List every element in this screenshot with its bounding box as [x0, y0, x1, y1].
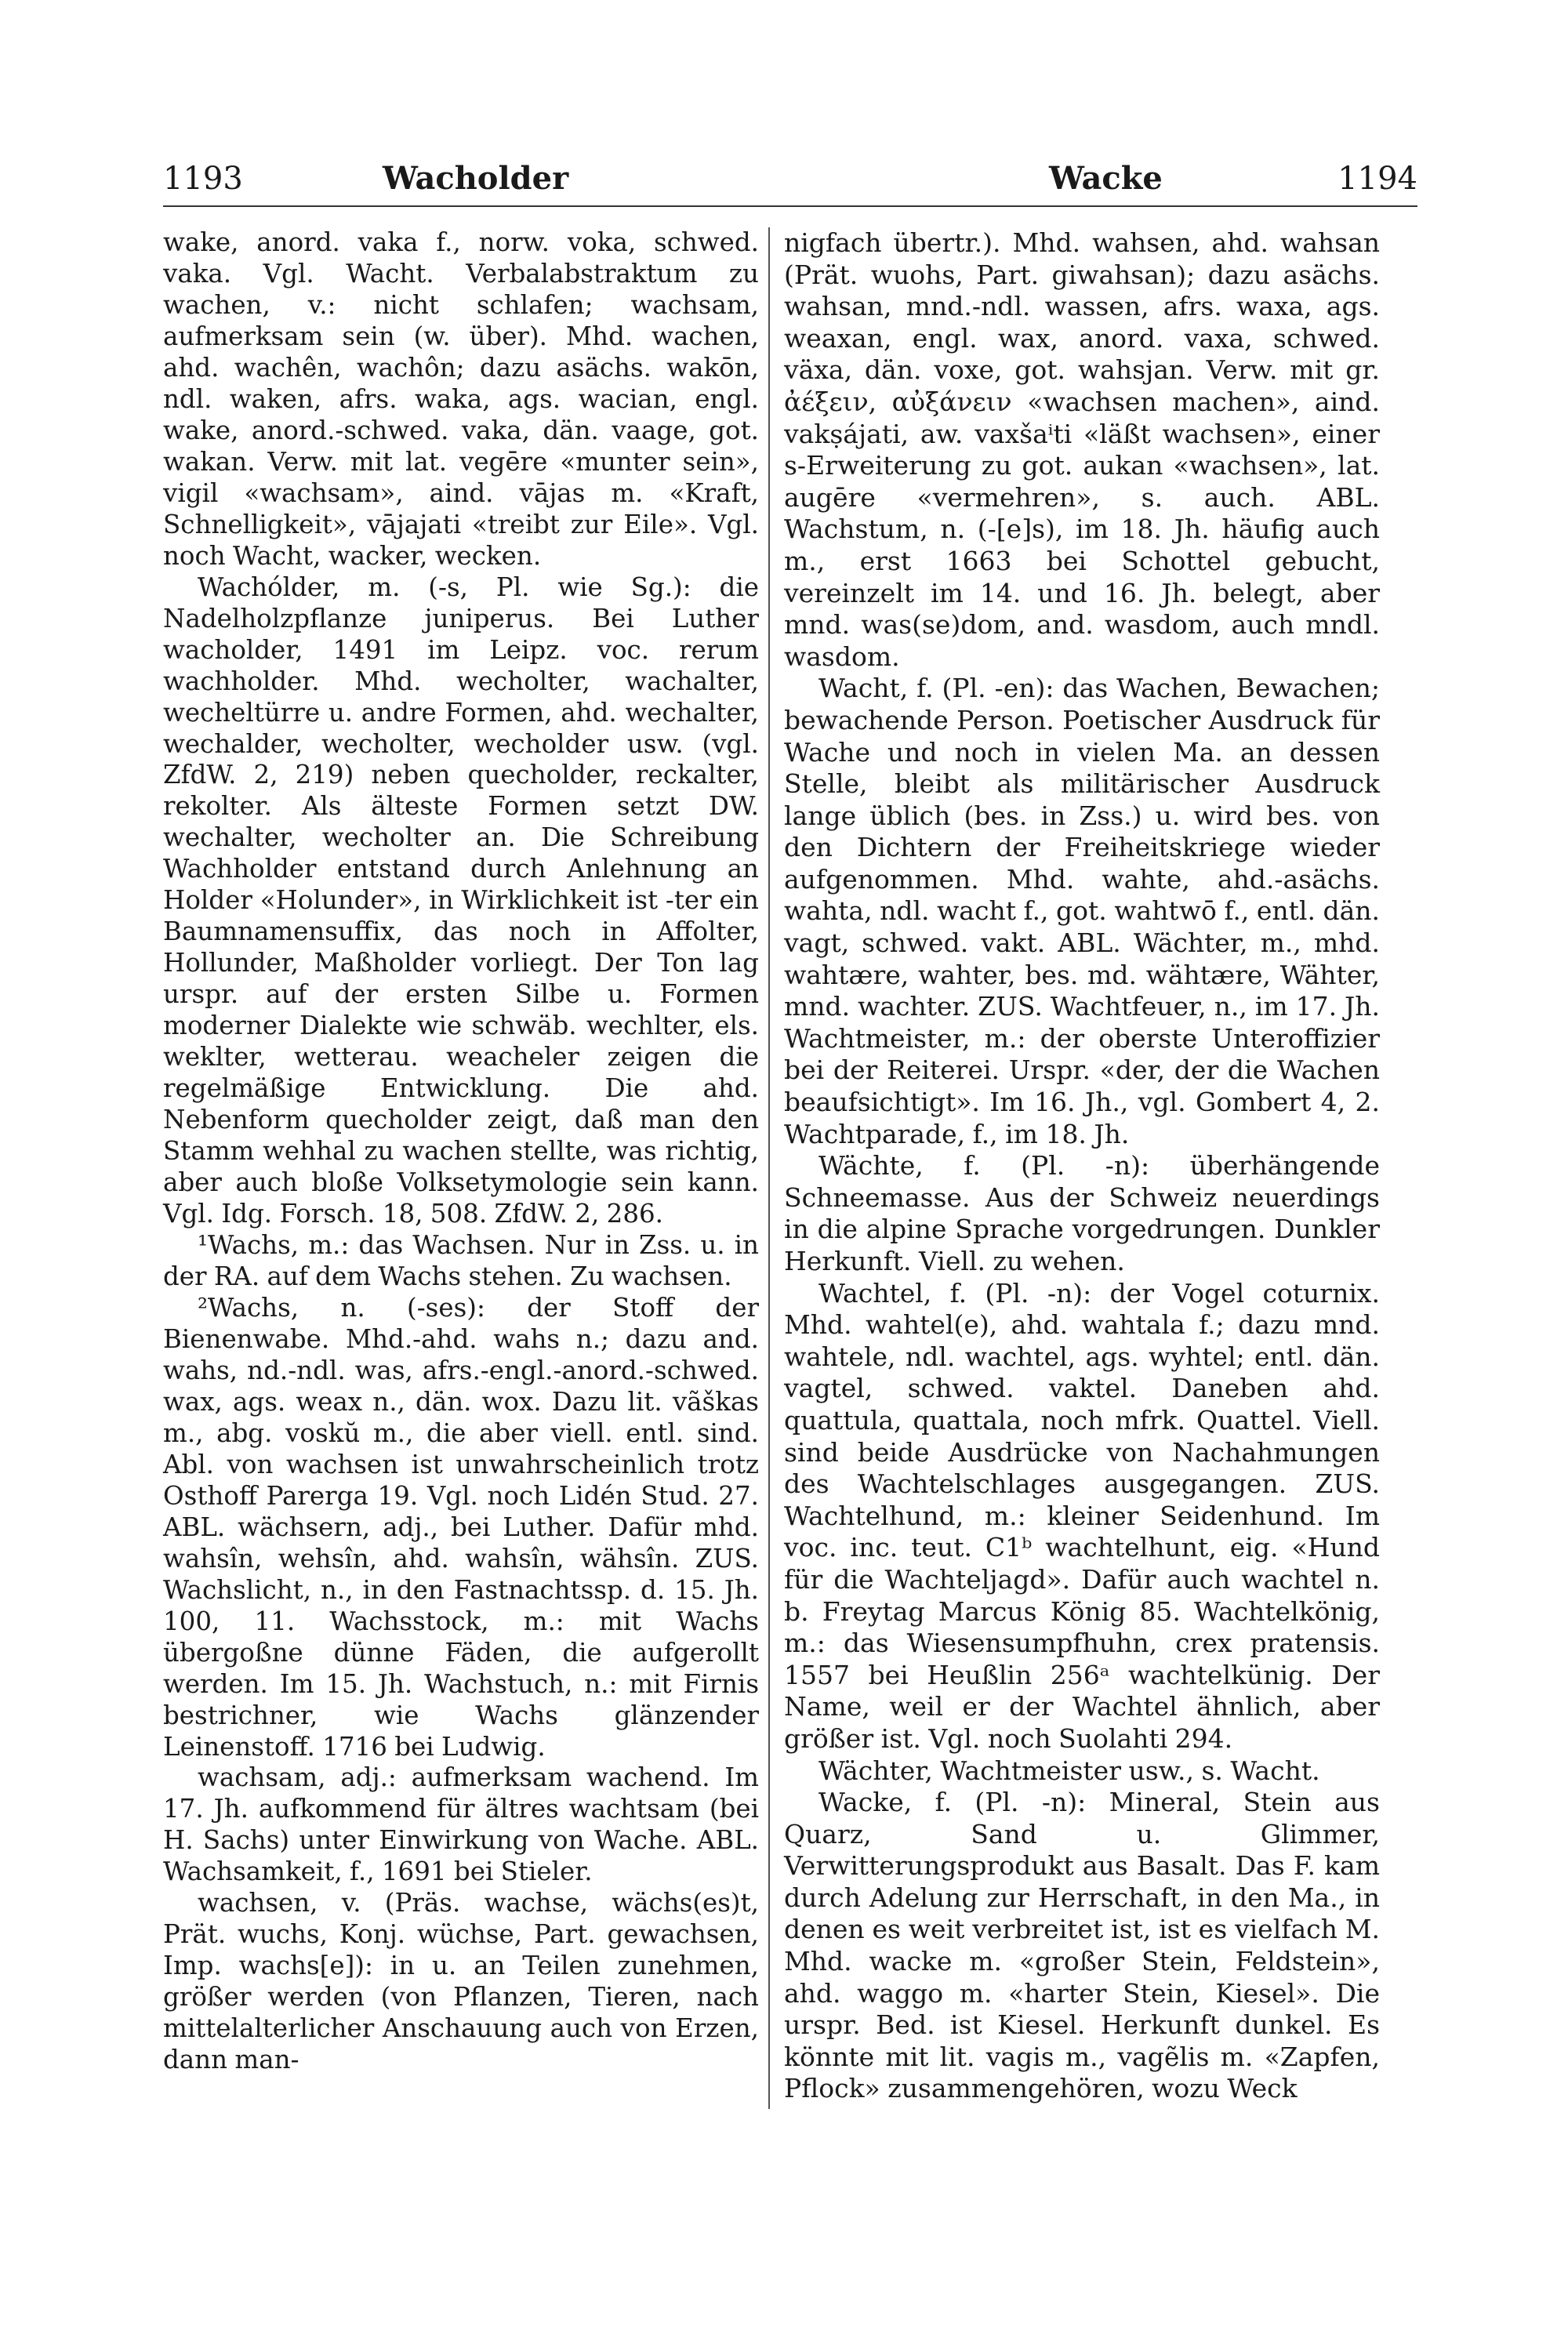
entry-continuation-wachsen: nigfach übertr.). Mhd. wahsen, ahd. wahsan (Prät. wuohs, Part. giwahsan); dazu asächs. wahsan, mnd.-ndl. wassen, afrs. waxa, ags. weaxan, engl. wax, anord. vaxa, schwed. växa, dän. voxe, got. wahsjan. Verw. mit gr. ἀέξειν, αὐξάνειν «wachsen machen», aind. vakṣájati, aw. vaxšaⁱti «läßt wachsen», einer s-Erweiterung zu got. aukan «wachsen», lat. augēre «vermehren», s. auch. ABL. Wachstum, n. (-[e]s), im 18. Jh. häufig auch m., erst 1663 bei Schottel gebucht, vereinzelt im 14. und 16. Jh. belegt, aber mnd. was(se)dom, and. wasdom, auch mndl. wasdom.: [784, 227, 1380, 672]
header-rule: [163, 205, 1417, 207]
column-divider: [768, 227, 770, 2109]
entry-wachsen: wachsen, v. (Präs. wachse, wächs(es)t, Prät. wuchs, Konj. wüchse, Part. gewachsen, Imp. wachs[e]): in u. an Teilen zunehmen, größer werden (von Pflanzen, Tieren, nach mittelalterlicher Anschauung auch von Erzen, dann man-: [163, 1888, 759, 2075]
guide-word-right: Wacke: [1049, 160, 1163, 197]
entry-waechte: Wächte, f. (Pl. -n): überhängende Schneemasse. Aus der Schweiz neuerdings in die alpine Sprache vorgedrungen. Dunkler Herkunft. Viell. zu wehen.: [784, 1150, 1380, 1276]
left-column: [163, 227, 759, 2076]
right-column: [784, 227, 1380, 2105]
entry-continuation-wachen: wake, anord. vaka f., norw. voka, schwed. vaka. Vgl. Wacht. Verbalabstraktum zu wachen, v.: nicht schlafen; wachsam, aufmerksam sein (w. über). Mhd. wachen, ahd. wachên, wachôn; dazu asächs. wakōn, ndl. waken, afrs. waka, ags. wacian, engl. wake, anord.-schwed. vaka, dän. vaage, got. wakan. Verw. mit lat. vegēre «munter sein», vigil «wachsam», aind. vājas m. «Kraft, Schnelligkeit», vājajati «treibt zur Eile». Vgl. noch Wacht, wacker, wecken.: [163, 227, 759, 571]
entry-wacke: Wacke, f. (Pl. -n): Mineral, Stein aus Quarz, Sand u. Glimmer, Verwitterungsprodukt aus Basalt. Das F. kam durch Adelung zur Herrschaft, in den Ma., in denen es weit verbreitet ist, ist es vielfach M. Mhd. wacke m. «großer Stein, Feldstein», ahd. waggo m. «harter Stein, Kiesel». Die urspr. Bed. ist Kiesel. Herkunft dunkel. Es könnte mit lit. vagis m., vagẽlis m. «Zapfen, Pflock» zusammengehören, wozu Weck: [784, 1787, 1380, 2104]
running-head: [163, 155, 1417, 202]
page-number-left: 1193: [163, 161, 243, 197]
entry-waechter-crossref: Wächter, Wachtmeister usw., s. Wacht.: [818, 1755, 1320, 1786]
guide-word-left: Wacholder: [383, 160, 569, 197]
entry-wachs-2: ²Wachs, n. (-ses): der Stoff der Bienenwabe. Mhd.-ahd. wahs n.; dazu and. wahs, nd.-ndl. was, afrs.-engl.-anord.-schwed. wax, ags. weax n., dän. wox. Dazu lit. vãškas m., abg. voskŭ m., die aber viell. entl. sind. Abl. von wachsen ist unwahrscheinlich trotz Osthoff Parerga 19. Vgl. noch Lidén Stud. 27. ABL. wächsern, adj., bei Luther. Dafür mhd. wahsîn, wehsîn, ahd. wahsîn, wähsîn. ZUS. Wachslicht, n., in den Fastnachtssp. d. 15. Jh. 100, 11. Wachsstock, m.: mit Wachs übergoßne dünne Fäden, die aufgerollt werden. Im 15. Jh. Wachstuch, n.: mit Firnis bestrichner, wie Wachs glänzender Leinenstoff. 1716 bei Ludwig.: [163, 1292, 759, 1762]
entry-wacholder: Wachólder, m. (-s, Pl. wie Sg.): die Nadelholzpflanze juniperus. Bei Luther wacholder, 1491 im Leipz. voc. rerum wachholder. Mhd. wecholter, wachalter, wecheltürre u. andre Formen, ahd. wechalter, wechalder, wecholter, wecholder usw. (vgl. ZfdW. 2, 219) neben quecholder, reckalter, rekolter. Als älteste Formen setzt DW. wechalter, wecholter an. Die Schreibung Wachholder entstand durch Anlehnung an Holder «Holunder», in Wirklichkeit ist -ter ein Baumnamensuffix, das noch in Affolter, Hollunder, Maßholder vorliegt. Der Ton lag urspr. auf der ersten Silbe u. Formen moderner Dialekte wie schwäb. wechlter, els. weklter, wetterau. weacheler zeigen die regelmäßige Entwicklung. Die ahd. Nebenform quecholder zeigt, daß man den Stamm wehhal zu wachen stellte, was richtig, aber auch bloße Volksetymologie sein kann. Vgl. Idg. Forsch. 18, 508. ZfdW. 2, 286.: [163, 572, 759, 1229]
entry-wachsam: wachsam, adj.: aufmerksam wachend. Im 17. Jh. aufkommend für ältres wachtsam (bei H. Sachs) unter Einwirkung von Wache. ABL. Wachsamkeit, f., 1691 bei Stieler.: [163, 1762, 759, 1887]
entry-wachtel: Wachtel, f. (Pl. -n): der Vogel coturnix. Mhd. wahtel(e), ahd. wahtala f.; dazu mnd. wahtele, ndl. wachtel, ags. wyhtel; entl. dän. vagtel, schwed. vaktel. Daneben ahd. quattula, quattala, noch mfrk. Quattel. Viell. sind beide Ausdrücke von Nachahmungen des Wachtelschlages ausgegangen. ZUS. Wachtelhund, m.: kleiner Seidenhund. Im voc. inc. teut. C1ᵇ wachtelhunt, eig. «Hund für die Wachteljagd». Dafür auch wachtel n. b. Freytag Marcus König 85. Wachtelkönig, m.: das Wiesensumpfhuhn, crex pratensis. 1557 bei Heußlin 256ᵃ wachtelkünig. Der Name, weil er der Wachtel ähnlich, aber größer ist. Vgl. noch Suolahti 294.: [784, 1277, 1380, 1754]
entry-wachs-1: ¹Wachs, m.: das Wachsen. Nur in Zss. u. in der RA. auf dem Wachs stehen. Zu wachsen.: [163, 1230, 759, 1291]
entry-wacht: Wacht, f. (Pl. -en): das Wachen, Bewachen; bewachende Person. Poetischer Ausdruck für Wache und noch in vielen Ma. an dessen Stelle, bleibt als militärischer Ausdruck lange üblich (bes. in Zss.) u. wird bes. von den Dichtern der Freiheitskriege wieder aufgenommen. Mhd. wahte, ahd.-asächs. wahta, ndl. wacht f., got. wahtwō f., entl. dän. vagt, schwed. vakt. ABL. Wächter, m., mhd. wahtære, wahter, bes. md. wähtære, Wähter, mnd. wachter. ZUS. Wachtfeuer, n., im 17. Jh. Wachtmeister, m.: der oberste Unteroffizier bei der Reiterei. Urspr. «der, der die Wachen beaufsichtigt». Im 16. Jh., vgl. Gombert 4, 2. Wachtparade, f., im 18. Jh.: [784, 673, 1380, 1149]
page-number-right: 1194: [1338, 161, 1417, 197]
